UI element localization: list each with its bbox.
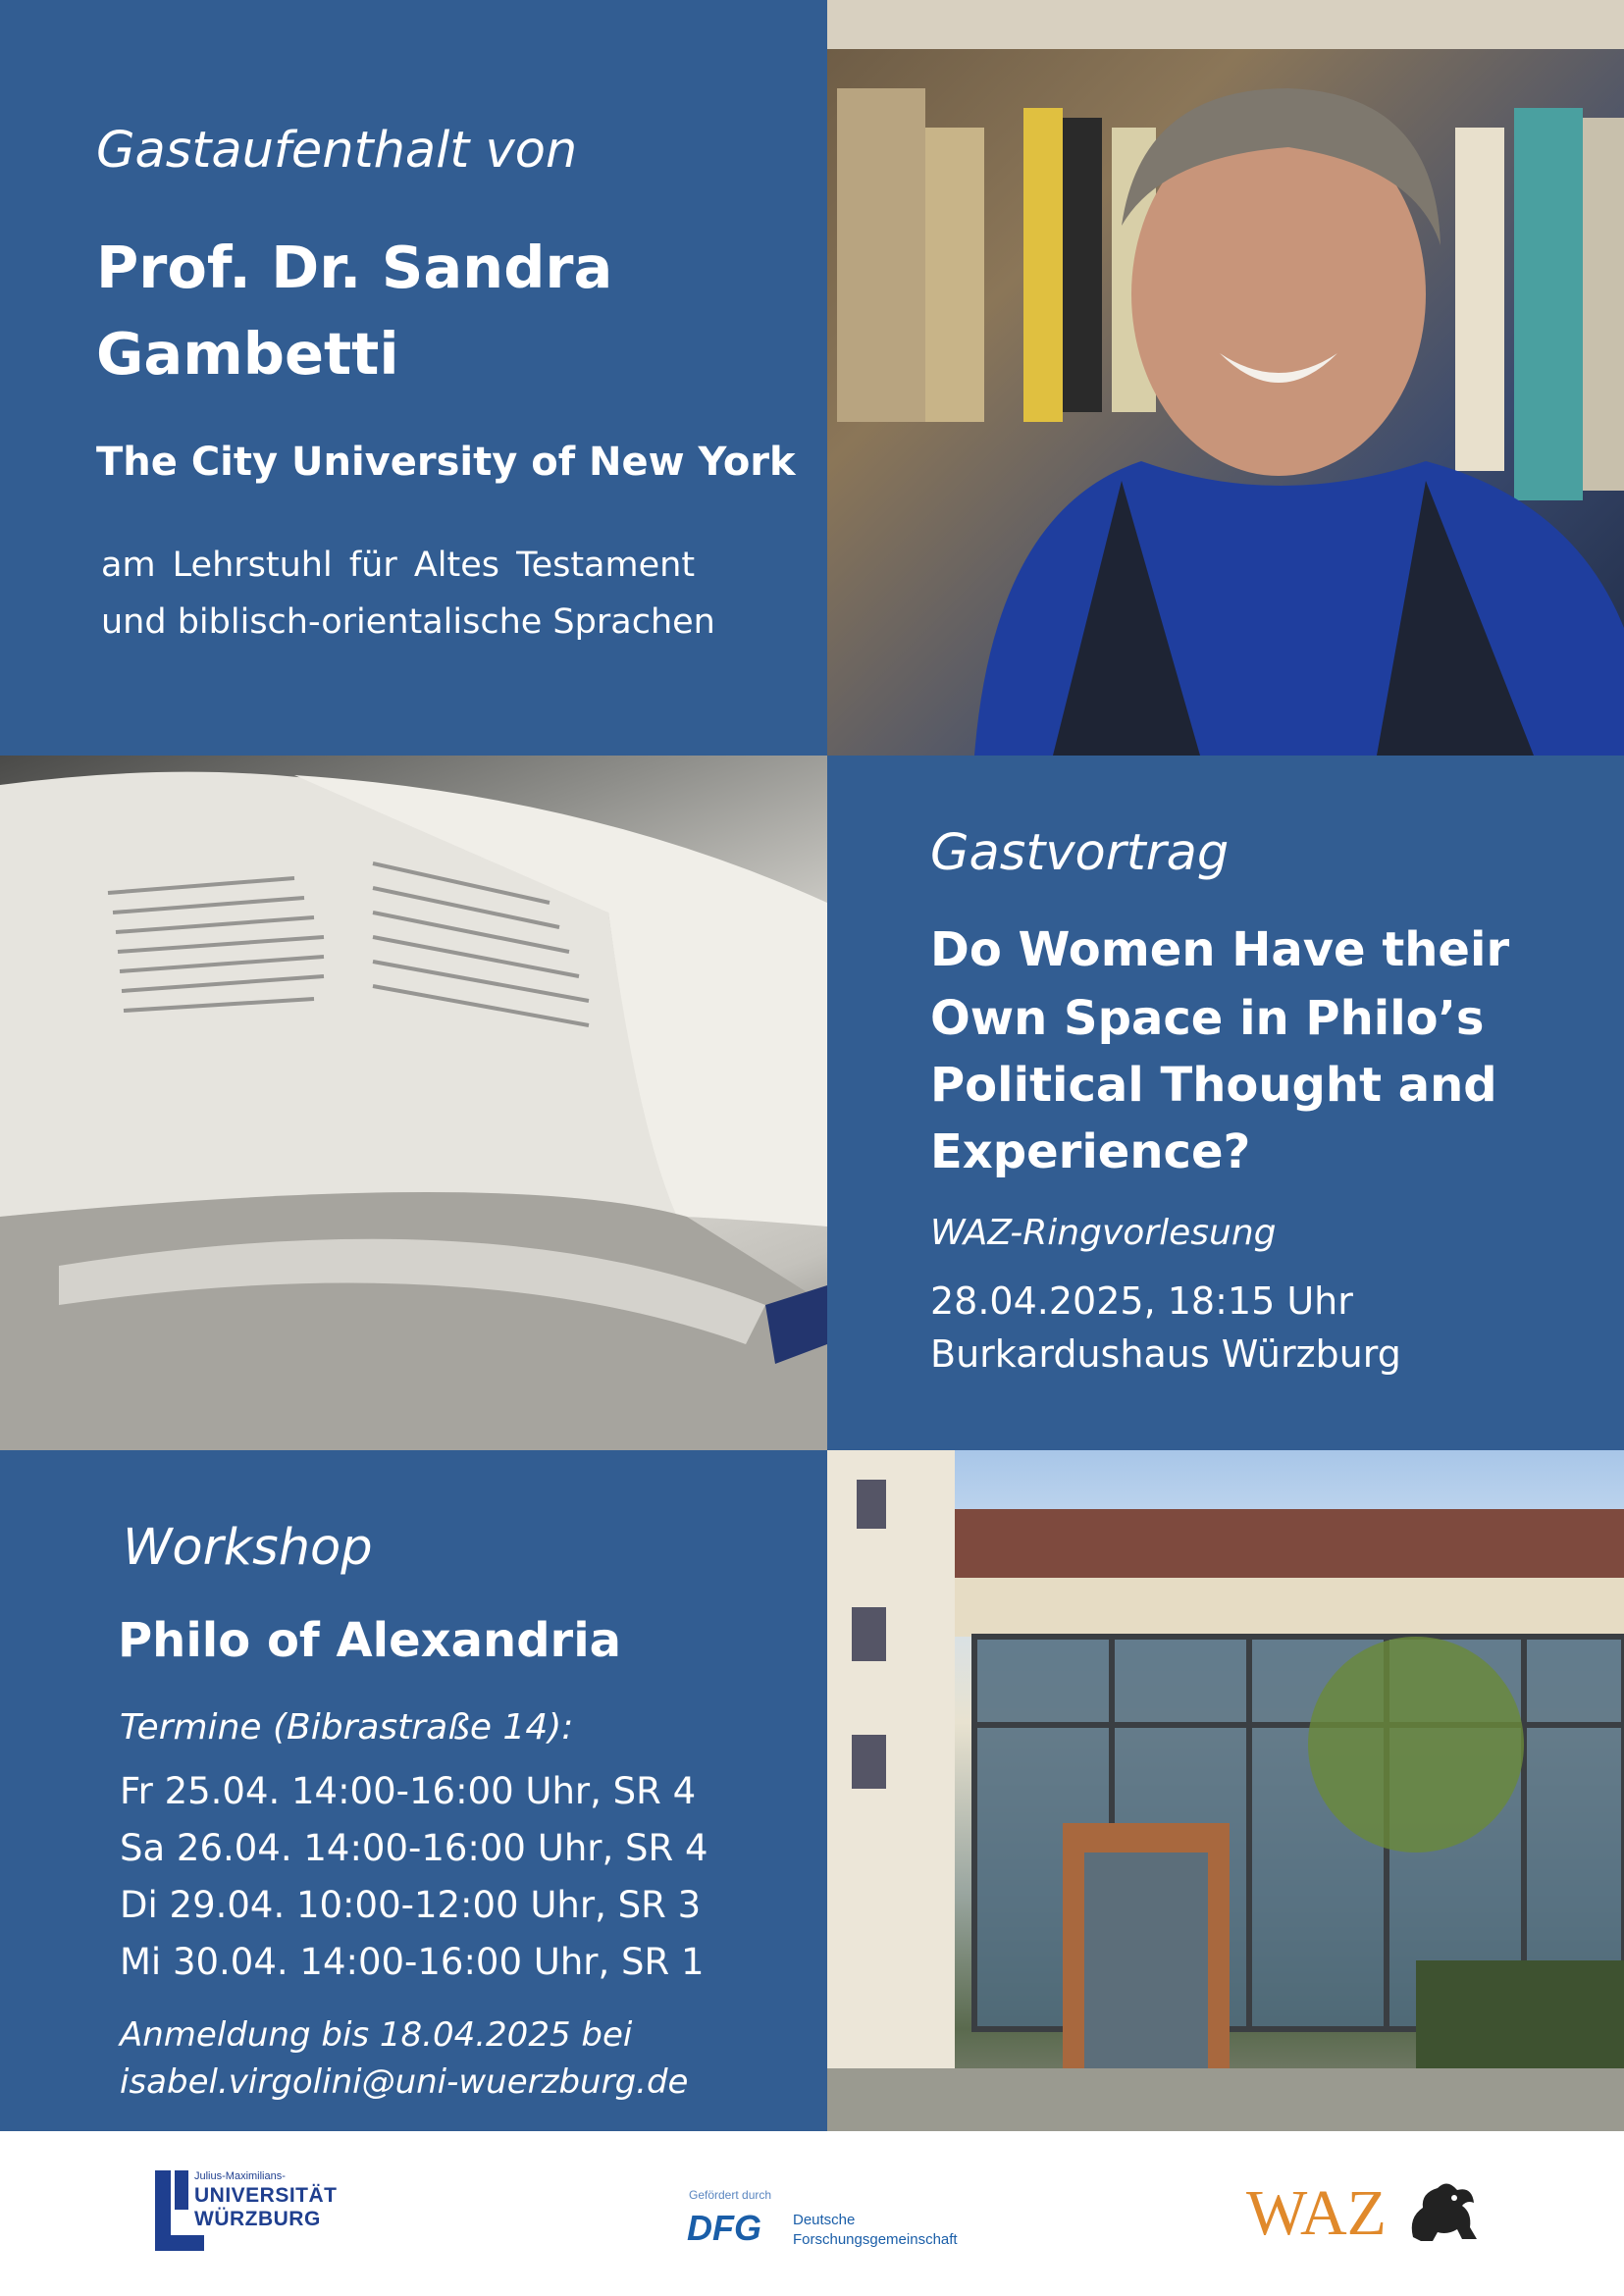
lecture-heading: Gastvortrag: [930, 824, 1230, 882]
portrait-illustration: [827, 0, 1624, 756]
workshop-date-1: Fr 25.04. 14:00-16:00 Uhr, SR 4: [120, 1770, 697, 1812]
university-small-label: Julius-Maximilians-: [194, 2170, 286, 2182]
workshop-panel: [0, 1450, 827, 2131]
workshop-heading: Workshop: [123, 1519, 373, 1577]
lecture-series: WAZ-Ringvorlesung: [930, 1213, 1277, 1253]
workshop-title: Philo of Alexandria: [118, 1613, 622, 1668]
building-photo: [827, 1450, 1624, 2131]
dfg-funded-label: Gefördert durch: [689, 2188, 772, 2202]
registration-email-link[interactable]: isabel.virgolini@uni-wuerzburg.de: [120, 2062, 689, 2102]
university-wuerzburg-logo: [155, 2170, 351, 2251]
dfg-logo: [687, 2188, 981, 2257]
speaker-panel: [0, 0, 827, 756]
speaker-portrait-photo: [827, 0, 1624, 756]
speaker-name-line1: Prof. Dr. Sandra: [96, 234, 613, 301]
waz-wordmark: WAZ: [1246, 2177, 1387, 2249]
chair-line2: und biblisch-orientalische Sprachen: [101, 602, 715, 642]
dfg-abbreviation: DFG: [687, 2208, 761, 2248]
guest-lecture-panel: [827, 756, 1624, 1450]
lecture-title-line1: Do Women Have their: [930, 922, 1510, 977]
university-name-line2: WÜRZBURG: [194, 2208, 321, 2230]
building-illustration: [827, 1450, 1624, 2131]
footer-logos: [0, 2131, 1624, 2296]
lecture-title-line2: Own Space in Philo’s: [930, 991, 1485, 1046]
dfg-name-line2: Forschungsgemeinschaft: [793, 2231, 958, 2248]
lecture-title-line4: Experience?: [930, 1124, 1251, 1179]
dfg-name-line1: Deutsche: [793, 2212, 856, 2228]
workshop-date-2: Sa 26.04. 14:00-16:00 Uhr, SR 4: [120, 1827, 708, 1869]
university-name-line1: UNIVERSITÄT: [194, 2184, 338, 2207]
university-name: The City University of New York: [96, 440, 796, 485]
registration-deadline: Anmeldung bis 18.04.2025 bei: [120, 2015, 633, 2055]
waz-logo: [1246, 2176, 1482, 2255]
lecture-datetime: 28.04.2025, 18:15 Uhr: [930, 1279, 1353, 1323]
open-book-photo: [0, 756, 827, 1450]
workshop-date-4: Mi 30.04. 14:00-16:00 Uhr, SR 1: [120, 1941, 705, 1983]
griffin-icon: [1403, 2178, 1482, 2247]
workshop-date-3: Di 29.04. 10:00-12:00 Uhr, SR 3: [120, 1884, 702, 1926]
chair-line1: am Lehrstuhl für Altes Testament: [101, 546, 696, 585]
lecture-title-line3: Political Thought and: [930, 1058, 1497, 1113]
guest-stay-label: Gastaufenthalt von: [96, 122, 578, 180]
lecture-venue: Burkardushaus Würzburg: [930, 1332, 1401, 1376]
book-illustration: [0, 756, 827, 1450]
speaker-name-line2: Gambetti: [96, 320, 399, 388]
workshop-dates-label: Termine (Bibrastraße 14):: [120, 1707, 574, 1748]
